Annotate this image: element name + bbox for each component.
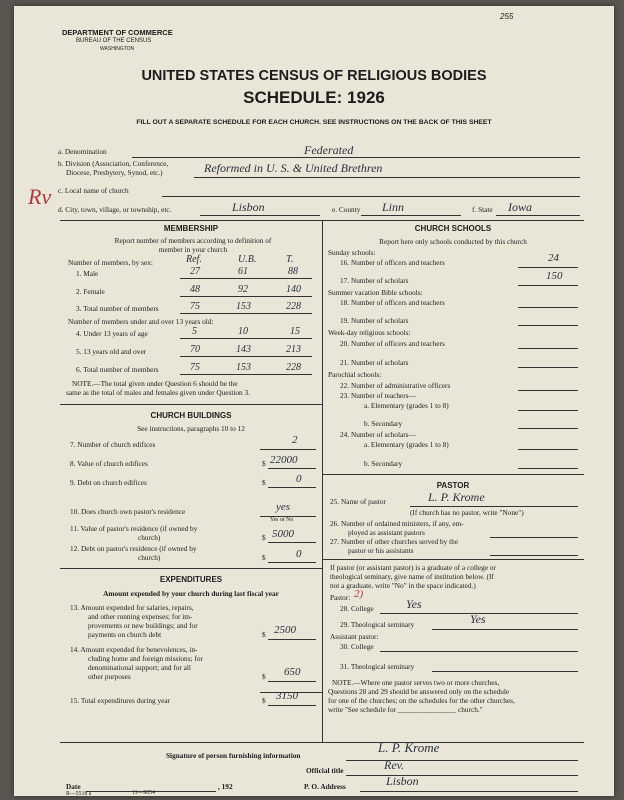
q10-label: 10. Does church own pastor's residence: [70, 507, 186, 516]
q30-label: 30. College: [340, 642, 374, 651]
summer-schools-label: Summer vacation Bible schools:: [328, 288, 423, 297]
col-head-total: T.: [286, 254, 294, 265]
denomination-value: Federated: [304, 143, 354, 157]
official-title-line: [346, 775, 578, 776]
q27-label-2: pastor or his assistants: [348, 546, 414, 555]
q12-dollar: $: [262, 553, 266, 562]
q10-value: yes: [276, 501, 291, 513]
under13-total: 15: [290, 326, 300, 337]
q7-label: 7. Number of church edifices: [70, 440, 156, 449]
q12-label-1: 12. Debt on pastor's residence (if owned by: [70, 544, 197, 553]
q18-label: 18. Number of officers and teachers: [340, 298, 445, 307]
assistant-subhead: Assistant pastor:: [330, 632, 379, 641]
city-value: Lisbon: [232, 200, 265, 214]
q31-label: 31. Theological seminary: [340, 662, 415, 671]
under13-ub: 10: [238, 326, 248, 337]
q20-label: 20. Number of officers and teachers: [340, 339, 445, 348]
q23-label: 23. Number of teachers—: [340, 391, 416, 400]
q24b-line: [518, 468, 578, 469]
q25-hint: (If church has no pastor, write "None"): [410, 508, 524, 517]
bureau-name: BUREAU OF THE CENSUS: [76, 38, 152, 44]
local-name-label: c. Local name of church: [58, 186, 129, 195]
q19-line: [518, 325, 578, 326]
county-value: Linn: [382, 200, 405, 214]
po-address-line: [360, 791, 578, 792]
sunday-schools-label: Sunday schools:: [328, 248, 376, 257]
pastor-note-3: for one of the churches; on the schedules for the other churches,: [328, 696, 515, 705]
signature-line: [346, 760, 578, 761]
col-head-ub: U.B.: [238, 254, 257, 265]
membership-note-2: member in your church: [158, 245, 228, 254]
buildings-bottom-rule: [60, 568, 322, 569]
local-name-line: [162, 196, 580, 197]
male-ref: 27: [190, 266, 200, 277]
signature-label: Signature of person furnishing information: [166, 751, 301, 760]
form-title: UNITED STATES CENSUS OF RELIGIOUS BODIES: [141, 68, 487, 84]
total-ub: 153: [236, 301, 251, 312]
q8-value: 22000: [270, 454, 298, 466]
q14-line: [268, 681, 316, 682]
q15-line: [268, 705, 316, 706]
q29-label: 29. Theological seminary: [340, 620, 415, 629]
member-row-over13-line: [180, 356, 312, 357]
q27-label-1: 27. Number of other churches served by the: [330, 537, 459, 546]
pastor-note-2: Questions 28 and 29 should be answered only on the schedule: [328, 687, 510, 696]
q8-dollar: $: [262, 459, 266, 468]
q15-value: 3150: [276, 690, 298, 702]
member-row-under13-line: [180, 338, 312, 339]
q20-line: [518, 348, 578, 349]
q31-line: [432, 671, 578, 672]
member-row-total-label: 3. Total number of members: [76, 304, 159, 313]
q9-dollar: $: [262, 478, 266, 487]
q24b-label: b. Secondary: [364, 459, 403, 468]
membership-bottom-rule: [60, 404, 322, 405]
q12-value: 0: [296, 548, 302, 560]
q13-line-4: payments on church debt: [88, 630, 162, 639]
member-row-female-label: 2. Female: [76, 287, 105, 296]
member-row-total2-line: [180, 374, 312, 375]
q11-line: [268, 542, 316, 543]
denomination-label: a. Denomination: [58, 147, 107, 156]
total-total: 228: [286, 301, 301, 312]
expenditures-subtitle: Amount expended by your church during last fiscal year: [103, 589, 279, 598]
print-number: 11—9054: [132, 790, 155, 796]
date-year: , 192: [218, 782, 233, 791]
q7-value: 2: [292, 434, 298, 446]
schools-subtitle: Report here only schools conducted by this church: [379, 237, 527, 246]
male-ub: 61: [238, 266, 248, 277]
q19-label: 19. Number of scholars: [340, 316, 409, 325]
q11-dollar: $: [262, 533, 266, 542]
q17-line: [518, 285, 578, 286]
over13-total: 213: [286, 344, 301, 355]
q27-line: [490, 555, 578, 556]
division-value: Reformed in U. S. & United Brethren: [204, 161, 383, 175]
col-head-ref: Ref.: [186, 254, 202, 265]
q9-line: [268, 487, 316, 488]
q22-line: [518, 390, 578, 391]
census-schedule-sheet: [14, 6, 614, 796]
q14-line-3: denominational support; and for all: [88, 663, 191, 672]
q25-label: 25. Name of pastor: [330, 497, 386, 506]
membership-note-1: Report number of members according to definition of: [114, 236, 272, 245]
official-title-label: Official title: [306, 766, 344, 775]
member-row-total-line: [180, 313, 312, 314]
q9-label: 9. Debt on church edifices: [70, 478, 147, 487]
q28-label: 28. College: [340, 604, 374, 613]
pastor-mid-rule: [322, 559, 584, 560]
parochial-schools-label: Parochial schools:: [328, 370, 382, 379]
q10-yes-no-hint: Yes or No: [270, 517, 294, 523]
q26-label-2: ployed as assistant pastors: [348, 528, 425, 537]
q9-value: 0: [296, 473, 302, 485]
membership-footnote-1: NOTE.—The total given under Question 6 should be the: [72, 379, 238, 388]
q24a-line: [518, 449, 578, 450]
q17-label: 17. Number of scholars: [340, 276, 409, 285]
q14-value: 650: [284, 666, 301, 678]
q13-value: 2500: [274, 624, 296, 636]
q14-line-1: 14. Amount expended for benevolences, in-: [70, 645, 198, 654]
q14-line-2: cluding home and foreign missions; for: [88, 654, 203, 663]
department-name: DEPARTMENT OF COMMERCE: [62, 28, 173, 37]
signature-value: L. P. Krome: [378, 740, 440, 755]
member-row-under13-label: 4. Under 13 years of age: [76, 329, 148, 338]
q11-value: 5000: [272, 528, 294, 540]
state-label: f. State: [472, 205, 493, 214]
q11-label-2: church): [138, 533, 161, 542]
q15-dollar: $: [262, 696, 266, 705]
member-row-total2-label: 6. Total number of members: [76, 365, 159, 374]
date-label: Date: [66, 782, 81, 791]
q26-label-1: 26. Number of ordained ministers, if any, em-: [330, 519, 464, 528]
over13-ref: 70: [190, 344, 200, 355]
state-value: Iowa: [508, 200, 532, 214]
schools-bottom-rule: [322, 474, 584, 475]
q17-value: 150: [546, 270, 563, 282]
age-head-label: Number of members under and over 13 years old:: [68, 317, 214, 326]
city-line: [200, 215, 320, 216]
q29-line: [432, 629, 578, 630]
female-total: 140: [286, 284, 301, 295]
q12-line: [268, 562, 316, 563]
schools-title: CHURCH SCHOOLS: [414, 224, 492, 233]
q15-label: 15. Total expenditures during year: [70, 696, 171, 705]
q8-line: [268, 468, 316, 469]
q18-line: [518, 307, 578, 308]
q30-line: [380, 651, 578, 652]
q21-label: 21. Number of scholars: [340, 358, 409, 367]
pastor-note-4: write "See schedule for ________________ church.": [328, 705, 483, 714]
po-address-value: Lisbon: [386, 774, 419, 788]
total-ref: 75: [190, 301, 200, 312]
county-label: e. County: [332, 205, 361, 214]
pastor-subhead: Pastor:: [330, 593, 351, 602]
division-label-2: Diocese, Presbytery, Synod, etc.): [66, 168, 163, 177]
q28-value: Yes: [406, 597, 422, 611]
q23b-label: b. Secondary: [364, 419, 403, 428]
members-by-sex-label: Number of members, by sex:: [68, 258, 153, 267]
q13-dollar: $: [262, 630, 266, 639]
membership-footnote-2: same as the total of males and females given under Question 3.: [66, 388, 250, 397]
q24-label: 24. Number of scholars—: [340, 430, 416, 439]
division-line: [194, 177, 580, 178]
member-row-male-line: [180, 278, 312, 279]
q14-line-4: other purposes: [88, 672, 131, 681]
q13-line: [268, 639, 316, 640]
male-total: 88: [288, 266, 298, 277]
q16-label: 16. Number of officers and teachers: [340, 258, 445, 267]
member-row-over13-label: 5. 13 years old and over: [76, 347, 147, 356]
q25-value: L. P. Krome: [428, 490, 485, 504]
po-address-label: P. O. Address: [304, 782, 346, 791]
buildings-subtitle: See instructions, paragraphs 10 to 12: [137, 424, 245, 433]
frame-bottom-rule: [60, 742, 584, 743]
form-number: R—5518 a: [66, 791, 92, 796]
buildings-title: CHURCH BUILDINGS: [150, 411, 232, 420]
city-label: d. City, town, village, or township, etc.: [58, 205, 172, 214]
q13-line-3: provements or new buildings; and for: [88, 621, 198, 630]
expenditures-title: EXPENDITURES: [159, 575, 223, 584]
q25-line: [410, 506, 578, 507]
q29-value: Yes: [470, 612, 486, 626]
q23b-line: [518, 428, 578, 429]
q16-line: [518, 267, 578, 268]
denomination-line: [132, 157, 580, 158]
q16-value: 24: [548, 252, 559, 264]
total2-ub: 153: [236, 362, 251, 373]
q13-line-1: 13. Amount expended for salaries, repairs,: [70, 603, 194, 612]
q23a-line: [518, 410, 578, 411]
q7-line: [260, 449, 316, 450]
q14-dollar: $: [262, 672, 266, 681]
city-name: WASHINGTON: [100, 46, 135, 52]
county-line: [361, 215, 461, 216]
q22-label: 22. Number of administrative officers: [340, 381, 451, 390]
q26-line: [490, 537, 578, 538]
female-ref: 48: [190, 284, 200, 295]
weekday-schools-label: Week-day religious schools:: [328, 328, 411, 337]
pastor-margin-mark: 2): [354, 588, 364, 600]
female-ub: 92: [238, 284, 248, 295]
total2-ref: 75: [190, 362, 200, 373]
graduate-note-1: If pastor (or assistant pastor) is a graduate of a college or: [330, 563, 496, 572]
graduate-note-2: theological seminary, give name of institution below. (If: [330, 572, 494, 581]
state-line: [496, 215, 580, 216]
graduate-note-3: not a graduate, write "No" in the space indicated.): [330, 581, 476, 590]
member-row-male-label: 1. Male: [76, 269, 99, 278]
margin-check-mark: Rv: [28, 184, 52, 209]
over13-ub: 143: [236, 344, 251, 355]
q12-label-2: church): [138, 553, 161, 562]
division-label-1: b. Division (Association, Conference,: [58, 159, 169, 168]
q13-line-2: and other running expenses; for im-: [88, 612, 193, 621]
instruction-line: FILL OUT A SEPARATE SCHEDULE FOR EACH CHURCH. SEE INSTRUCTIONS ON THE BACK OF THIS SHEET: [136, 119, 492, 126]
member-row-female-line: [180, 296, 312, 297]
q23a-label: a. Elementary (grades 1 to 8): [364, 401, 449, 410]
q21-line: [518, 367, 578, 368]
q24a-label: a. Elementary (grades 1 to 8): [364, 440, 449, 449]
total2-total: 228: [286, 362, 301, 373]
q11-label-1: 11. Value of pastor's residence (if owned by: [70, 524, 198, 533]
official-title-value: Rev.: [384, 758, 405, 772]
membership-title: MEMBERSHIP: [163, 224, 219, 233]
pastor-note-1: NOTE.—Where one pastor serves two or more churches,: [332, 678, 500, 687]
pastor-title: PASTOR: [436, 481, 470, 490]
q8-label: 8. Value of church edifices: [70, 459, 148, 468]
schedule-title: SCHEDULE: 1926: [243, 88, 385, 107]
under13-ref: 5: [192, 326, 197, 337]
page-number: 255: [500, 12, 514, 21]
